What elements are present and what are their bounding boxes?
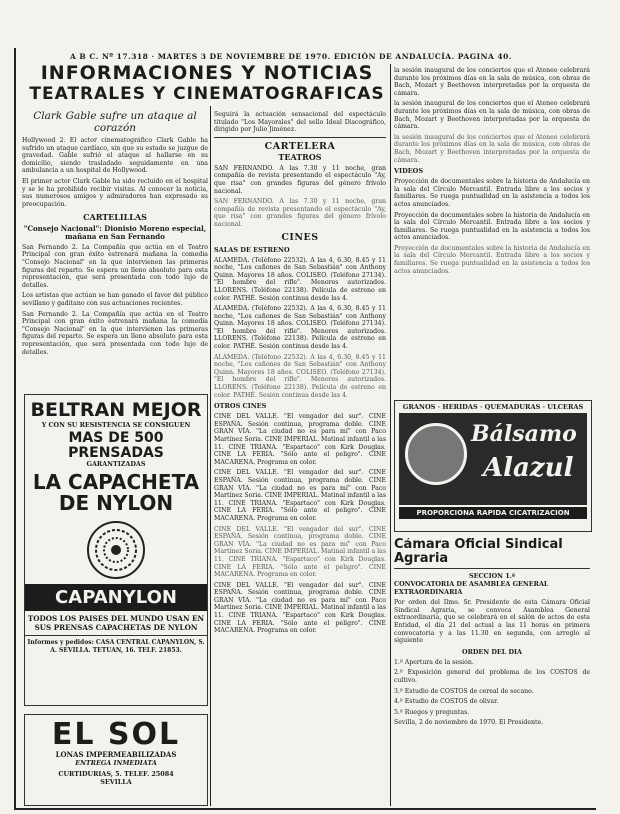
article-body: Hollywood 2. El actor cinematográfico Clark Gable ha sufrido un ataque cardíaco, sin que su estado se juzgue de gravedad. Gable sufrió el ataque al hallarse en su domicilio, siendo trasladado seguidamente en una ambulancia a un hospital de Hollywood. <box>22 137 208 175</box>
teatros-heading: TEATROS <box>278 151 322 162</box>
ad-elsol <box>24 714 208 806</box>
estreno-body: ALAMEDA. (Teléfono 22532). A las 4, 6.30, 8.45 y 11 noche, "Los cañones de San Sebastián" con Anthony Quinn. Mayores 18 años. COLISEO. (Teléfono 27134). "El hombre del rifle". Menores autorizados. LLORENS. (Teléfono 22138). Película de estreno en color. PATHÉ. Sesión continua desde las 4. <box>214 256 386 302</box>
ad-balsamo-brand1: Bálsamo <box>471 421 577 447</box>
camara-item: 3.º Estudio de COSTOS de cereal de secano. <box>394 687 534 695</box>
otros-body: CINE DEL VALLE. "El vengador del sur". CINE ESPAÑA. Sesión continua, programa doble. CINE GRAN VÍA. "La ciudad no es para mí" con Paco Martínez Soria. CINE IMPERIAL. Matinal infantil a las 11. CINE TRIANA. "Espartaco" con Kirk Douglas. CINE LA FERIA. "Sólo ante el peligro". CINE MACARENA. Programa en color. <box>214 413 386 466</box>
article-title-block <box>22 64 392 104</box>
left-frame-line <box>14 48 16 810</box>
article-title-line2: TEATRALES Y CINEMATOGRAFICAS <box>29 83 385 104</box>
ad-balsamo-panel <box>399 413 587 505</box>
column-rule-1 <box>210 106 211 806</box>
estreno-body-2: ALAMEDA. (Teléfono 22532). A las 4, 6.30, 8.45 y 11 noche, "Los cañones de San Sebastián" con Anthony Quinn. Mayores 18 años. COLISEO. (Teléfono 27134). "El hombre del rifle". Menores autorizados. LLORENS. (Teléfono 22138). Película de estreno en color. PATHÉ. Sesión continua desde las 4. <box>214 305 386 351</box>
middle-divider <box>214 137 386 138</box>
ad-balsamo-top: GRANOS · HERIDAS · QUEMADURAS · ULCERAS <box>402 403 584 411</box>
ad-balsamo-brand2: Alazul <box>483 453 574 483</box>
carteles-body: San Fernando 2. La Compañía que actúa en el Teatro Principal con gran éxito estrenará mañana la comedia "Consejo Nacional" en la que intervienen las primeras figuras del reparto. Se espera un lleno absoluto para esta representación, que será presentada con todo lujo de detalles. <box>22 243 208 289</box>
camara-convocatoria: CONVOCATORIA DE ASAMBLEA GENERAL EXTRAORDINARIA <box>394 580 549 597</box>
camara-item: 4.º Estudio de COSTOS de olivar. <box>394 698 499 706</box>
right-column <box>394 64 590 394</box>
camara-orden-label: ORDEN DEL DIA <box>462 647 522 656</box>
estreno-label: SALAS DE ESTRENO <box>214 245 290 254</box>
page-header: A B C. Nº 17.318 · MARTES 3 DE NOVIEMBRE DE 1970. EDICIÓN DE ANDALUCÍA. PAGINA 40. <box>70 52 512 61</box>
camara-body: Por orden del Ilmo. Sr. Presidente de esta Cámara Oficial Sindical Agraria, se convoca Asamblea General extraordinaria, que se celebrará en el salón de actos de esta Entidad, el día 21 del actual a las 11 horas en primera convocatoria y a las 11.30 en segunda, con arreglo al siguiente <box>394 599 590 645</box>
ad-beltran-line6: DE NYLON <box>58 491 174 516</box>
camara-item: 2.º Exposición general del problema de los COSTOS de cultivo. <box>394 669 590 685</box>
ad-beltran <box>24 394 208 706</box>
camara-item: 5.º Ruegos y preguntas. <box>394 708 470 716</box>
teatros-body: SAN FERNANDO. A las 7.30 y 11 noche, gran compañía de revista presentando el espectáculo "Ay, que risa" con grandes figuras del género frívolo nacional. <box>214 164 386 195</box>
ad-balsamo-bottom: PROPORCIONA RAPIDA CICATRIZACION <box>399 507 587 519</box>
ad-balsamo <box>394 400 592 532</box>
carteles-heading: CARTELILLAS <box>83 212 147 223</box>
estreno-body-3: ALAMEDA. (Teléfono 22532). A las 4, 6.30, 8.45 y 11 noche, "Los cañones de San Sebastián" con Anthony Quinn. Mayores 18 años. COLISEO. (Teléfono 27134). "El hombre del rifle". Menores autorizados. LLORENS. (Teléfono 22138). Película de estreno en color. PATHÉ. Sesión continua desde las 4. <box>214 353 386 399</box>
ad-beltran-brand: CAPANYLON <box>25 584 207 611</box>
carteles-body-2: Los artistas que actúan se han ganado el favor del público sevillano y gaditano con sus actuaciones recientes. <box>22 292 208 307</box>
left-column <box>22 108 208 388</box>
ad-beltran-divider <box>25 635 207 636</box>
ad-beltran-line5: LA CAPACHETA <box>32 470 200 495</box>
camara-closing: Sevilla, 2 de noviembre de 1970. El Presidente. <box>394 719 544 727</box>
otros-label: OTROS CINES <box>214 402 267 411</box>
camara-items <box>394 659 590 717</box>
cartelera-heading: CARTELERA <box>264 140 336 152</box>
ad-beltran-contact: Informes y pedidos: CASA CENTRAL CAPANYLON, S. A. SEVILLA. TETUAN, 16. TELF. 21853. <box>27 639 205 654</box>
camara-item: 1.º Apertura de la sesión. <box>394 658 474 666</box>
camara-title: Cámara Oficial Sindical Agraria <box>394 538 563 566</box>
article-headline: Clark Gable sufre un ataque al corazón <box>33 110 197 134</box>
camara-notice <box>394 538 590 806</box>
bottom-frame-line <box>14 808 596 810</box>
right-top-body: la sesión inaugural de los conciertos que el Ateneo celebrará durante los próximos días en la sala de música, con obras de Bach, Mozart y Beethoven interpretadas por la orquesta de cámara. <box>394 67 590 97</box>
carteles-body-3: San Fernando 2. La Compañía que actúa en el Teatro Principal con gran éxito estrenará mañana la comedia "Consejo Nacional" en la que intervienen las primeras figuras del reparto. Se espera un lleno absoluto para esta representación, que será presentada con todo lujo de detalles. <box>22 310 208 356</box>
column-rule-2 <box>390 64 391 806</box>
capacheta-illustration <box>83 520 149 580</box>
ad-elsol-address: CURTIDURIAS, 5. TELEF. 25084 <box>58 769 174 778</box>
ad-beltran-slogan: TODOS LOS PAISES DEL MUNDO USAN EN SUS PRENSAS CAPACHETAS DE NYLON <box>27 614 205 633</box>
article-body-2: El primer actor Clark Gable ha sido recluido en el hospital y se le ha prohibido recibir visitas. Al conocer la noticia, sus numerosos amigos y admiradores han expresado su preocupación. <box>22 178 208 208</box>
videos-body-2: Proyección de documentales sobre la historia de Andalucía en la sala del Círculo Mercantil. Entrada libre a los socios y familiares. Se ruega puntualidad en la asistencia a todos los actos anunciados. <box>394 211 590 242</box>
ad-elsol-city: SEVILLA <box>100 777 132 786</box>
capacheta-icon <box>83 520 149 580</box>
ad-beltran-line2: Y CON SU RESISTENCIA SE CONSIGUEN <box>41 420 191 429</box>
otros-body-4: CINE DEL VALLE. "El vengador del sur". CINE ESPAÑA. Sesión continua, programa doble. CINE GRAN VÍA. "La ciudad no es para mí" con Paco Martínez Soria. CINE IMPERIAL. Matinal infantil a las 11. CINE TRIANA. "Espartaco" con Kirk Douglas. CINE LA FERIA. "Sólo ante el peligro". CINE MACARENA. Programa en color. <box>214 581 386 635</box>
right-top-body-2: la sesión inaugural de los conciertos que el Ateneo celebrará durante los próximos días en la sala de música, con obras de Bach, Mozart y Beethoven interpretadas por la orquesta de cámara. <box>394 100 590 131</box>
camara-divider <box>394 568 590 569</box>
camara-sub: SECCION 1.ª <box>468 572 516 581</box>
balsamo-jar-icon <box>405 423 467 485</box>
ad-beltran-line4: GARANTIZADAS <box>86 460 146 469</box>
article-title-line1: INFORMACIONES Y NOTICIAS <box>40 64 374 84</box>
videos-body-3: Proyección de documentales sobre la historia de Andalucía en la sala del Círculo Mercantil. Entrada libre a los socios y familiares. Se ruega puntualidad en la asistencia a todos los actos anunciados. <box>394 244 590 275</box>
middle-column <box>214 108 386 808</box>
article-right-top: Seguirá la actuación sensacional del espectáculo titulado "Los Mayorales" del sello Ideal Discográfico, dirigido por Julio Jiménez. <box>214 111 386 134</box>
ad-beltran-line3: MAS DE 500 PRENSADAS <box>68 429 164 461</box>
teatros-body-2: SAN FERNANDO. A las 7.30 y 11 noche, gran compañía de revista presentando el espectáculo "Ay, que risa" con grandes figuras del género frívolo nacional. <box>214 198 386 228</box>
videos-label: VIDEOS <box>394 167 424 176</box>
videos-body: Proyección de documentales sobre la historia de Andalucía en la sala del Círculo Mercantil. Entrada libre a los socios y familiares. Se ruega puntualidad en la asistencia a todos los actos anunciados. <box>394 178 590 208</box>
ad-elsol-title: EL SOL <box>51 717 181 752</box>
otros-body-2: CINE DEL VALLE. "El vengador del sur". CINE ESPAÑA. Sesión continua, programa doble. CINE GRAN VÍA. "La ciudad no es para mí" con Paco Martínez Soria. CINE IMPERIAL. Matinal infantil a las 11. CINE TRIANA. "Espartaco" con Kirk Douglas. CINE LA FERIA. "Sólo ante el peligro". CINE MACARENA. Programa en color. <box>214 469 386 522</box>
ad-elsol-sub: LONAS IMPERMEABILIZADAS <box>55 749 177 759</box>
cines-heading: CINES <box>281 231 319 243</box>
otros-body-3: CINE DEL VALLE. "El vengador del sur". CINE ESPAÑA. Sesión continua, programa doble. CINE GRAN VÍA. "La ciudad no es para mí" con Paco Martínez Soria. CINE IMPERIAL. Matinal infantil a las 11. CINE TRIANA. "Espartaco" con Kirk Douglas. CINE LA FERIA. "Sólo ante el peligro". CINE MACARENA. Programa en color. <box>214 525 386 579</box>
carteles-subhead: "Consejo Nacional": Dionisio Moreno especial, mañana en San Fernando <box>23 224 207 242</box>
ad-elsol-delivery: ENTREGA INMEDIATA <box>75 758 157 767</box>
right-top-body-3: la sesión inaugural de los conciertos que el Ateneo celebrará durante los próximos días en la sala de música, con obras de Bach, Mozart y Beethoven interpretadas por la orquesta de cámara. <box>394 133 590 164</box>
ad-beltran-line1: BELTRAN MEJOR <box>30 399 202 421</box>
